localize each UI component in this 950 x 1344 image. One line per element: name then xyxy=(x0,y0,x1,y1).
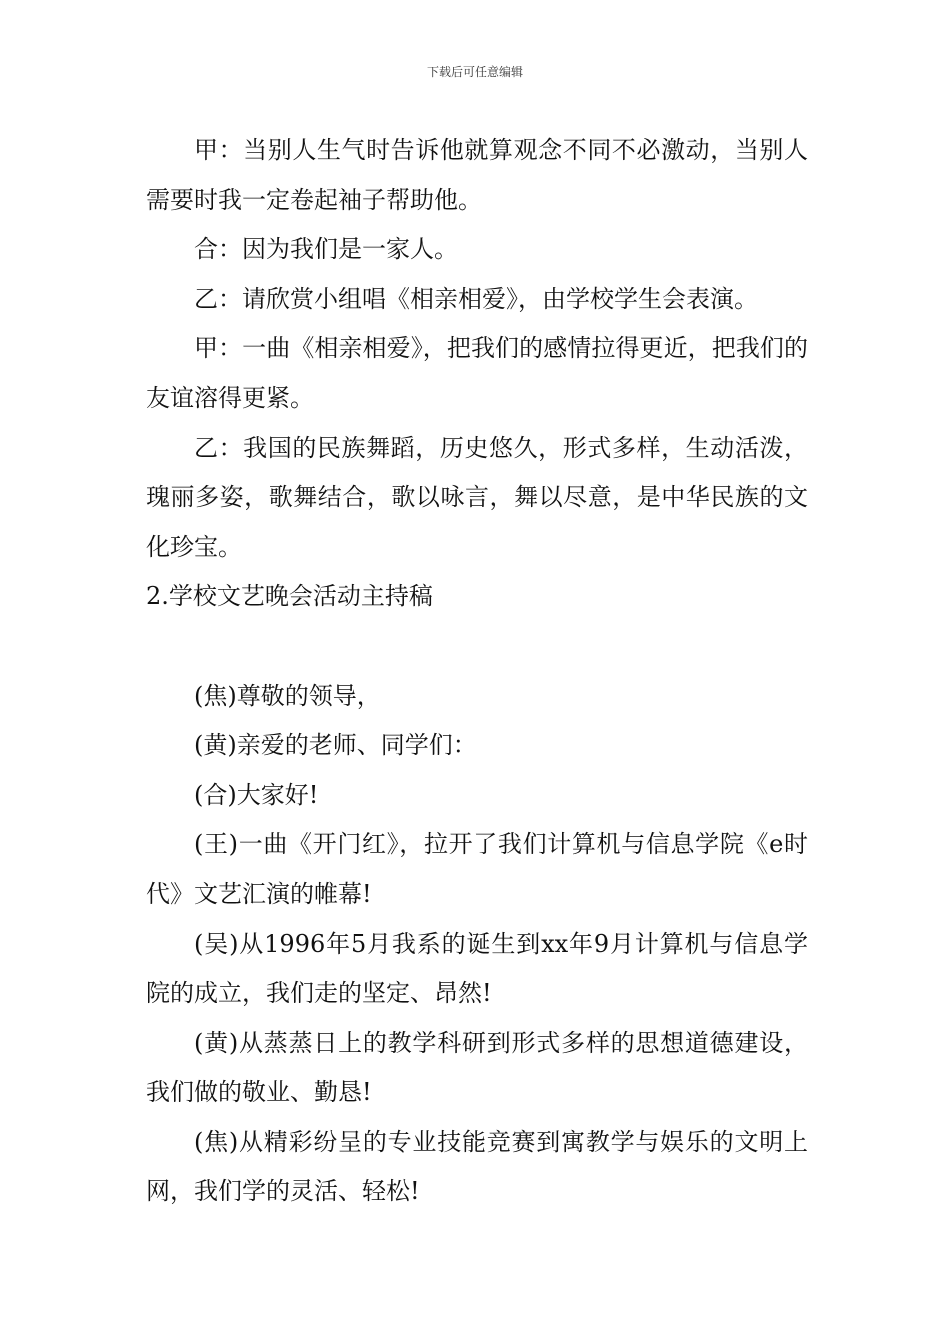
script-paragraph: (王)一曲《开门红》，拉开了我们计算机与信息学院《e时代》文艺汇演的帷幕! xyxy=(146,830,808,908)
dialogue-paragraph: 合：因为我们是一家人。 xyxy=(194,235,458,264)
script-paragraph: (黄)亲爱的老师、同学们： xyxy=(194,731,477,760)
blank-line xyxy=(146,622,808,672)
script-paragraph: (吴)从1996年5月我系的诞生到xx年9月计算机与信息学院的成立，我们走的坚定、昂然! xyxy=(146,929,808,1008)
script-paragraph: (焦)尊敬的领导， xyxy=(194,681,381,710)
dialogue-paragraph: 乙：我国的民族舞蹈，历史悠久，形式多样，生动活泼，瑰丽多姿，歌舞结合，歌以咏言，舞以尽意，是中华民族的文化珍宝。 xyxy=(146,433,808,561)
section-heading: 2.学校文艺晚会活动主持稿 xyxy=(146,582,433,611)
script-paragraph: (焦)从精彩纷呈的专业技能竞赛到寓教学与娱乐的文明上网，我们学的灵活、轻松! xyxy=(146,1127,808,1206)
script-paragraph: (黄)从蒸蒸日上的教学科研到形式多样的思想道德建设，我们做的敬业、勤恳! xyxy=(146,1028,808,1107)
document-body xyxy=(146,126,808,1217)
dialogue-paragraph: 乙：请欣赏小组唱《相亲相爱》，由学校学生会表演。 xyxy=(194,284,758,313)
dialogue-paragraph: 甲：一曲《相亲相爱》，把我们的感情拉得更近，把我们的友谊溶得更紧。 xyxy=(146,334,808,412)
script-paragraph: (合)大家好! xyxy=(194,780,319,809)
dialogue-paragraph: 甲：当别人生气时告诉他就算观念不同不必激动，当别人需要时我一定卷起袖子帮助他。 xyxy=(146,136,808,214)
page-header: 下载后可任意编辑 xyxy=(426,65,523,79)
